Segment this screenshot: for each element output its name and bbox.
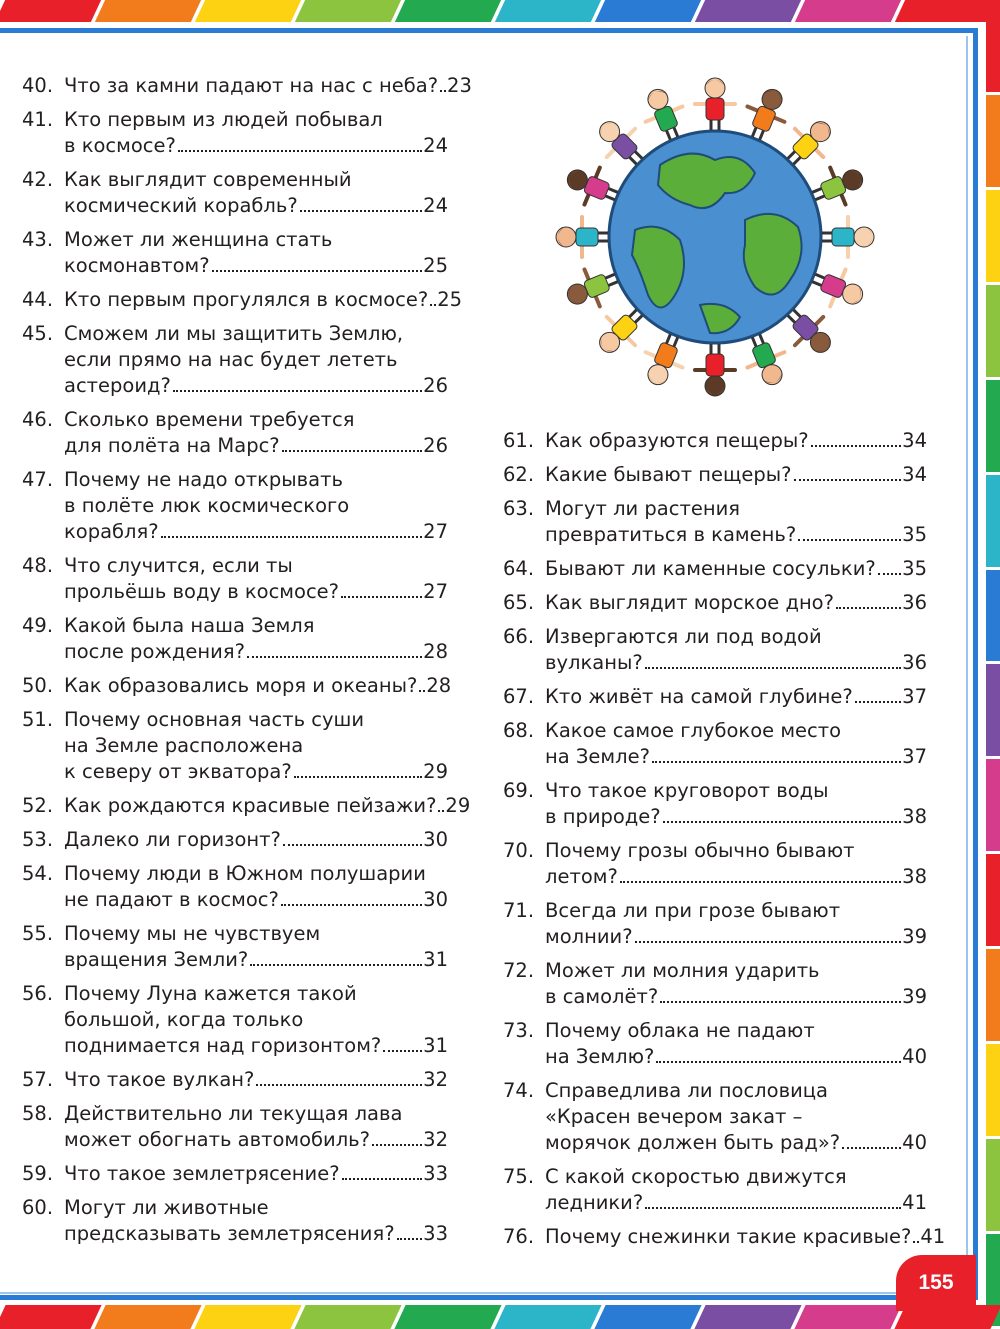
toc-entry-text: Почему люди в Южном полушарии [64,862,426,885]
toc-entry-number: 71. [503,899,535,922]
rainbow-right-border [986,0,1000,1329]
toc-dot-leader [635,941,902,943]
toc-entry-number: 47. [22,468,54,491]
toc-page-number: 34 [902,429,927,452]
toc-entry-number: 42. [22,168,54,191]
toc-dot-leader [247,656,422,658]
toc-right-column [503,428,946,1258]
toc-page-number: 26 [423,374,448,397]
toc-entry-text: Почему основная часть суши [64,708,365,731]
toc-entry [22,287,463,313]
rainbow-stripe [795,0,901,22]
toc-entry-text: молнии? [545,925,633,948]
toc-page-number: 32 [423,1068,448,1091]
toc-entry-text: Могут ли животные [64,1196,269,1219]
toc-page-number: 36 [902,591,927,614]
toc-entry-text: Что такое вулкан? [64,1068,255,1091]
toc-entry-text: в природе? [545,805,661,828]
rainbow-stripe [986,664,1000,756]
rainbow-stripe [694,1305,801,1329]
toc-entry-text: морячок должен быть рад»? [545,1131,841,1154]
toc-entry-text: Какой была наша Земля [64,614,315,637]
children-around-globe-illustration [540,55,890,415]
toc-dot-leader [645,667,901,669]
page-number: 155 [918,1271,954,1294]
toc-page-number: 40 [902,1045,927,1068]
toc-page-number: 31 [423,1034,448,1057]
rainbow-stripe [695,0,801,22]
toc-entry-text: Сколько времени требуется [64,408,355,431]
toc-entry [22,707,448,785]
toc-entry-number: 75. [503,1165,535,1188]
toc-dot-leader [250,964,422,966]
toc-dot-leader [281,904,422,906]
toc-page-number: 28 [426,674,452,697]
toc-entry-text: Далеко ли горизонт? [64,828,281,851]
toc-entry-number: 58. [22,1102,54,1125]
toc-entry-text: Могут ли растения [545,497,740,520]
toc-page-number: 35 [902,523,927,546]
toc-page-number: 41 [902,1191,927,1214]
toc-entry-text: ледники? [545,1191,644,1214]
toc-page-number: 24 [423,134,448,157]
toc-entry-text: Почему облака не падают [545,1019,815,1042]
toc-entry-number: 60. [22,1196,54,1219]
toc-entry-text: Как образовались моря и океаны? [64,674,418,697]
toc-entry-text: Как выглядит морское дно? [545,591,834,614]
toc-entry-text: Почему Луна кажется такой [64,982,357,1005]
toc-entry-number: 44. [22,288,54,311]
toc-page-number: 23 [447,74,472,97]
toc-entry-number: 53. [22,828,54,851]
toc-entry [503,556,927,582]
toc-entry-text: поднимается над горизонтом? [64,1034,382,1057]
toc-entry-text: Кто живёт на самой глубине? [545,685,853,708]
page-number-badge [896,1255,976,1311]
toc-page-number: 41 [920,1225,946,1248]
toc-entry-number: 64. [503,557,535,580]
toc-entry [22,921,448,973]
toc-entry [503,496,927,548]
toc-entry [22,167,448,219]
toc-entry-number: 62. [503,463,535,486]
toc-dot-leader [656,1061,901,1063]
toc-entry-text: Что такое землетрясение? [64,1162,340,1185]
toc-entry-text: Как образуются пещеры? [545,429,809,452]
toc-entry-number: 55. [22,922,54,945]
toc-entry [22,793,471,819]
toc-dot-leader [294,776,422,778]
toc-entry-number: 70. [503,839,535,862]
toc-entry [22,1195,448,1247]
toc-dot-leader [300,210,422,212]
toc-entry-text: после рождения? [64,640,245,663]
toc-entry-text: Кто первым прогулялся в космосе? [64,288,429,311]
toc-entry-text: Почему не надо открывать [64,468,343,491]
toc-entry-text: Какое самое глубокое место [545,719,842,742]
toc-entry-text: Почему мы не чувствуем [64,922,321,945]
toc-entry [503,958,927,1010]
toc-dot-leader [419,690,425,692]
toc-entry-number: 73. [503,1019,535,1042]
toc-dot-leader [397,1238,423,1240]
child-figure [556,217,608,257]
child-figure [695,344,735,396]
rainbow-stripe [986,285,1000,377]
toc-entry-number: 63. [503,497,535,520]
toc-entry-text: Извергаются ли под водой [545,625,822,648]
rainbow-stripe [986,95,1000,187]
toc-entry-number: 48. [22,554,54,577]
toc-entry-text: Действительно ли текущая лава [64,1102,403,1125]
toc-entry [22,553,448,605]
rainbow-stripe [195,0,301,22]
rainbow-stripe [0,1305,102,1329]
toc-dot-leader [438,810,444,812]
child-figure [822,217,874,257]
toc-page-number: 30 [423,888,448,911]
toc-dot-leader [283,844,422,846]
toc-page-number: 36 [902,651,927,674]
toc-entry-number: 52. [22,794,54,817]
toc-entry-number: 41. [22,108,54,131]
toc-entry [22,467,448,545]
toc-entry-text: в самолёт? [545,985,659,1008]
toc-entry-number: 66. [503,625,535,648]
toc-page-number: 37 [902,745,927,768]
toc-entry [22,407,448,459]
toc-entry-text: Может ли молния ударить [545,959,820,982]
toc-dot-leader [855,701,901,703]
toc-dot-leader [645,1207,901,1209]
toc-entry [503,590,927,616]
toc-entry-number: 40. [22,74,54,97]
toc-entry-number: 59. [22,1162,54,1185]
toc-entry-text: на Землю? [545,1045,655,1068]
toc-entry-number: 56. [22,982,54,1005]
toc-entry-text: Всегда ли при грозе бывают [545,899,841,922]
rainbow-stripe [94,1305,201,1329]
rainbow-top-border [0,0,1000,22]
toc-entry-text: Справедлива ли пословица [545,1079,828,1102]
toc-dot-leader [383,1050,422,1052]
rainbow-bottom-border [0,1305,1000,1329]
toc-dot-leader [811,445,902,447]
rainbow-stripe [395,0,501,22]
rainbow-stripe [95,0,201,22]
toc-entry-number: 54. [22,862,54,885]
toc-entry [22,107,448,159]
toc-page-number: 28 [423,640,448,663]
toc-entry [22,227,448,279]
toc-page-number: 24 [423,194,448,217]
toc-page-number: 25 [423,254,448,277]
toc-page-number: 33 [423,1222,448,1245]
toc-entry [22,613,448,665]
toc-entry-number: 72. [503,959,535,982]
toc-entry-number: 51. [22,708,54,731]
toc-entry [22,1161,448,1187]
rainbow-stripe [986,854,1000,946]
rainbow-stripe [194,1305,301,1329]
toc-page-number: 38 [902,865,927,888]
toc-entry-text: на Земле расположена [64,734,304,757]
toc-entry-number: 49. [22,614,54,637]
toc-page-number: 38 [902,805,927,828]
rainbow-stripe [794,1305,901,1329]
toc-entry [503,462,927,488]
toc-entry-text: Что за камни падают на нас с неба? [64,74,439,97]
toc-entry-number: 68. [503,719,535,742]
toc-dot-leader [372,1144,422,1146]
child-figure [695,78,735,130]
toc-page-number: 25 [437,288,463,311]
toc-entry-number: 50. [22,674,54,697]
toc-dot-leader [836,607,901,609]
toc-entry-text: большой, когда только [64,1008,304,1031]
toc-page-number: 26 [423,434,448,457]
toc-page-number: 27 [423,520,448,543]
toc-dot-leader [342,1178,423,1180]
toc-dot-leader [178,150,422,152]
toc-entry-text: Что такое круговорот воды [545,779,829,802]
toc-entry-text: Может ли женщина стать [64,228,333,251]
toc-entry-text: С какой скоростью движутся [545,1165,847,1188]
toc-entry-number: 61. [503,429,535,452]
toc-page-number: 29 [445,794,471,817]
rainbow-stripe [986,759,1000,851]
toc-page-number: 32 [423,1128,448,1151]
toc-dot-leader [913,1241,919,1243]
toc-entry-text: Как выглядит современный [64,168,352,191]
toc-entry [503,1224,946,1250]
toc-entry-text: Почему снежинки такие красивые? [545,1225,912,1248]
toc-entry-text: «Красен вечером закат – [545,1105,803,1128]
toc-entry-text: не падают в космос? [64,888,279,911]
toc-entry [22,673,452,699]
toc-entry-text: для полёта на Марс? [64,434,280,457]
toc-entry [22,1067,448,1093]
rainbow-stripe [986,380,1000,472]
toc-page-number: 30 [423,828,448,851]
toc-entry-number: 69. [503,779,535,802]
toc-entry [503,684,927,710]
toc-entry [22,861,448,913]
toc-entry-text: превратиться в камень? [545,523,797,546]
toc-dot-leader [794,479,902,481]
toc-entry-text: к северу от экватора? [64,760,292,783]
toc-entry-text: на Земле? [545,745,650,768]
toc-dot-leader [663,821,902,823]
toc-entry [503,624,927,676]
toc-dot-leader [282,450,423,452]
toc-page-number: 35 [902,557,927,580]
rainbow-stripe [0,0,101,22]
toc-entry [503,428,927,454]
toc-dot-leader [842,1147,901,1149]
toc-entry-text: Кто первым из людей побывал [64,108,383,131]
toc-page-number: 39 [902,985,927,1008]
rainbow-stripe [986,570,1000,662]
toc-entry-text: космонавтом? [64,254,210,277]
toc-dot-leader [173,390,422,392]
rainbow-stripe [295,0,401,22]
toc-entry [22,827,448,853]
toc-entry-text: вулканы? [545,651,643,674]
rainbow-stripe [986,1044,1000,1136]
rainbow-stripe [494,1305,601,1329]
toc-entry-text: Как рождаются красивые пейзажи? [64,794,437,817]
toc-left-column [22,73,472,1255]
rainbow-stripe [294,1305,401,1329]
rainbow-stripe [394,1305,501,1329]
rainbow-stripe [986,0,1000,92]
toc-dot-leader [798,539,901,541]
toc-entry-number: 57. [22,1068,54,1091]
toc-page-number: 33 [423,1162,448,1185]
toc-dot-leader [440,90,446,92]
toc-entry-number: 43. [22,228,54,251]
toc-entry [503,778,927,830]
toc-entry-text: прольёшь воду в космосе? [64,580,340,603]
toc-dot-leader [212,270,423,272]
toc-page-number: 39 [902,925,927,948]
rainbow-stripe [495,0,601,22]
toc-dot-leader [652,761,901,763]
toc-entry-text: Сможем ли мы защитить Землю, [64,322,404,345]
toc-entry-text: корабля? [64,520,159,543]
toc-entry-number: 65. [503,591,535,614]
toc-entry [503,838,927,890]
toc-entry-text: если прямо на нас будет лететь [64,348,398,371]
rainbow-stripe [594,1305,701,1329]
toc-entry-number: 46. [22,408,54,431]
toc-entry-text: в космосе? [64,134,176,157]
toc-entry-number: 74. [503,1079,535,1102]
toc-entry [22,321,448,399]
toc-dot-leader [161,536,423,538]
toc-dot-leader [878,573,901,575]
toc-entry-text: космический корабль? [64,194,298,217]
toc-entry [503,1078,927,1156]
toc-entry-text: летом? [545,865,618,888]
toc-entry [22,73,472,99]
rainbow-stripe [986,190,1000,282]
toc-entry-text: астероид? [64,374,171,397]
toc-entry [503,1018,927,1070]
toc-entry-number: 76. [503,1225,535,1248]
toc-entry-text: Какие бывают пещеры? [545,463,792,486]
toc-dot-leader [430,304,436,306]
toc-dot-leader [660,1001,901,1003]
toc-entry-number: 67. [503,685,535,708]
toc-dot-leader [620,881,901,883]
toc-entry [503,898,927,950]
toc-entry [503,1164,927,1216]
toc-page-number: 34 [902,463,927,486]
toc-entry-number: 45. [22,322,54,345]
toc-entry-text: предсказывать землетрясения? [64,1222,395,1245]
rainbow-stripe [986,475,1000,567]
toc-entry-text: Почему грозы обычно бывают [545,839,855,862]
toc-entry-text: может обогнать автомобиль? [64,1128,371,1151]
toc-page-number: 29 [423,760,448,783]
toc-dot-leader [341,596,422,598]
toc-page-number: 27 [423,580,448,603]
rainbow-stripe [986,949,1000,1041]
toc-dot-leader [256,1084,422,1086]
rainbow-stripe [986,1139,1000,1231]
rainbow-stripe [895,0,1000,22]
toc-entry [22,1101,448,1153]
rainbow-stripe [595,0,701,22]
toc-entry-text: Что случится, если ты [64,554,293,577]
toc-entry-text: в полёте люк космического [64,494,350,517]
toc-entry [22,981,448,1059]
toc-entry-text: Бывают ли каменные сосульки? [545,557,876,580]
toc-page-number: 31 [423,948,448,971]
toc-entry-text: вращения Земли? [64,948,249,971]
toc-page-number: 40 [902,1131,927,1154]
toc-entry [503,718,927,770]
toc-page-number: 37 [902,685,927,708]
